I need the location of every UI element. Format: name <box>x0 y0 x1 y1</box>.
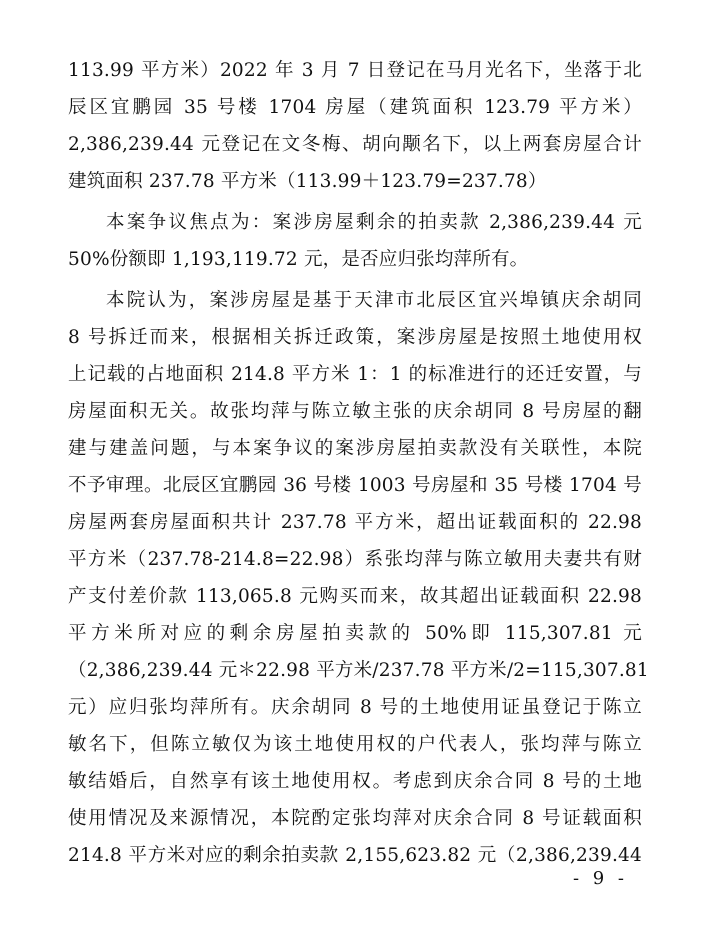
text-line: 产支付差价款 113,065.8 元购买而来，故其超出证载面积 22.98 <box>68 586 642 607</box>
text-line: 使用情况及来源情况，本院酌定张均萍对庆余合同 8 号证载面积 <box>68 808 642 829</box>
text-line: 房屋两套房屋面积共计 237.78 平方米，超出证载面积的 22.98 <box>68 512 642 533</box>
text-line: 敏结婚后，自然享有该土地使用权。考虑到庆余合同 8 号的土地 <box>68 771 642 792</box>
text-line: 平方米（237.78-214.8=22.98）系张均萍与陈立敏用夫妻共有财 <box>68 549 642 570</box>
text-line: 辰区宜鹏园 35 号楼 1704 房屋（建筑面积 123.79 平方米） <box>68 97 642 118</box>
paragraph-first-line: 本院认为，案涉房屋是基于天津市北辰区宜兴埠镇庆余胡同 <box>106 290 642 311</box>
text-line: 平方米所对应的剩余房屋拍卖款的 50%即 115,307.81 元 <box>68 623 642 644</box>
text-line: （2,386,239.44 元＊22.98 平方米/237.78 平方米/2=115,307.81 <box>68 660 649 681</box>
text-line: 建筑面积 237.78 平方米（113.99＋123.79=237.78） <box>68 171 547 192</box>
document-body <box>68 52 649 874</box>
text-line: 113.99 平方米）2022 年 3 月 7 日登记在马月光名下，坐落于北 <box>68 60 642 81</box>
page-number: - 9 - <box>572 868 628 889</box>
text-line: 上记载的占地面积 214.8 平方米 1：1 的标准进行的还迁安置，与 <box>68 364 642 385</box>
paragraph-first-line: 本案争议焦点为：案涉房屋剩余的拍卖款 2,386,239.44 元 <box>106 212 642 233</box>
text-line: 房屋面积无关。故张均萍与陈立敏主张的庆余胡同 8 号房屋的翻 <box>68 401 642 422</box>
text-line: 建与建盖问题，与本案争议的案涉房屋拍卖款没有关联性，本院 <box>68 438 642 459</box>
text-line: 8 号拆迁而来，根据相关拆迁政策，案涉房屋是按照土地使用权 <box>68 327 642 348</box>
text-line: 元）应归张均萍所有。庆余胡同 8 号的土地使用证虽登记于陈立 <box>68 697 642 718</box>
text-line: 214.8 平方米对应的剩余拍卖款 2,155,623.82 元（2,386,239.44 <box>68 845 642 866</box>
text-line: 敏名下，但陈立敏仅为该土地使用权的户代表人，张均萍与陈立 <box>68 734 642 755</box>
text-line: 50%份额即 1,193,119.72 元，是否应归张均萍所有。 <box>68 249 529 270</box>
text-line: 不予审理。北辰区宜鹏园 36 号楼 1003 号房屋和 35 号楼 1704 号 <box>68 475 642 496</box>
text-line: 2,386,239.44 元登记在文冬梅、胡向颙名下，以上两套房屋合计 <box>68 134 642 155</box>
